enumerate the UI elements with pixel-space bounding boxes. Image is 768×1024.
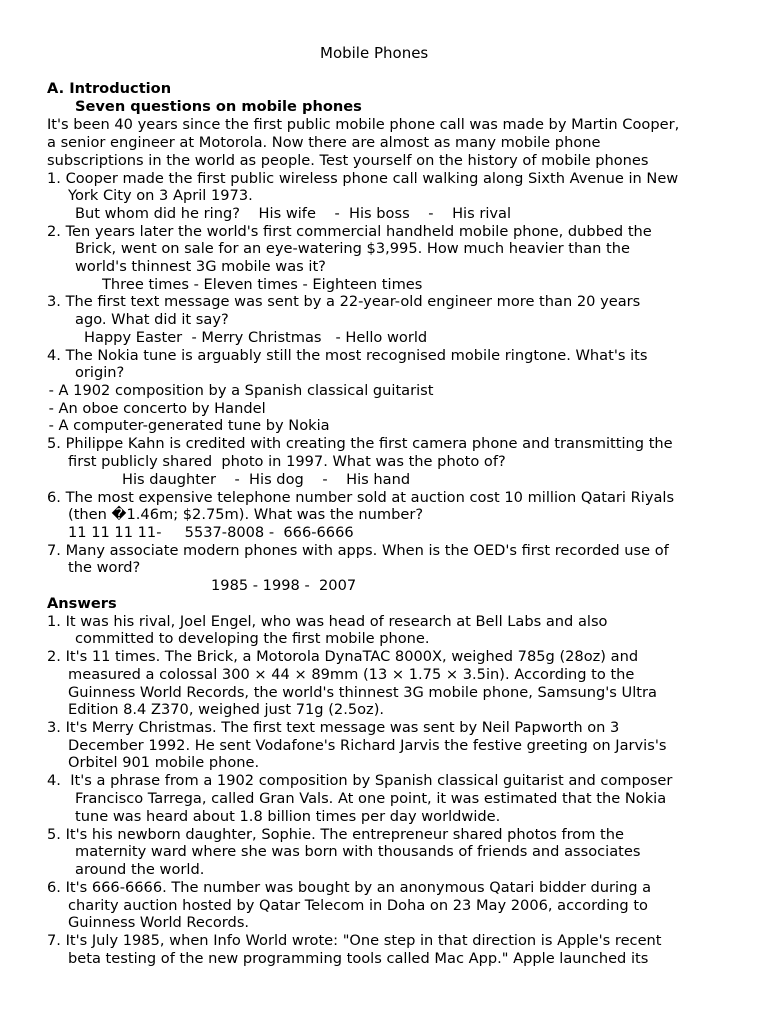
answer-line: charity auction hosted by Qatar Telecom in Doha on 23 May 2006, according to [68,897,648,914]
answer-line: 5. It's his newborn daughter, Sophie. The entrepreneur shared photos from the [47,826,625,843]
intro-paragraph-line: a senior engineer at Motorola. Now there are almost as many mobile phone [47,134,601,151]
question-line: ago. What did it say? [75,311,229,328]
question-line: the word? [68,559,141,576]
answer-line: 3. It's Merry Christmas. The first text message was sent by Neil Papworth on 3 [47,719,620,736]
question-line: 6. The most expensive telephone number sold at auction cost 10 million Qatari Riyals [47,489,675,506]
answer-line: 7. It's July 1985, when Info World wrote: "One step in that direction is Apple's recent [47,932,662,949]
answer-line: Francisco Tarrega, called Gran Vals. At one point, it was estimated that the Nokia [75,790,667,807]
answers-heading: Answers [47,595,117,612]
answer-line: measured a colossal 300 × 44 × 89mm (13 × 1.75 × 3.5in). According to the [68,666,635,683]
question-options: 1985 - 1998 - 2007 [211,577,357,594]
answer-line: Guinness World Records, the world's thinnest 3G mobile phone, Samsung's Ultra [68,684,657,701]
question-line: 7. Many associate modern phones with apps. When is the OED's first recorded use of [47,542,669,559]
answer-line: December 1992. He sent Vodafone's Richard Jarvis the festive greeting on Jarvis's [68,737,667,754]
question-options: But whom did he ring? His wife - His boss - His rival [75,205,512,222]
page-title: Mobile Phones [320,44,429,62]
question-option-item: - A 1902 composition by a Spanish classical guitarist [44,382,434,399]
question-options: Three times - Eleven times - Eighteen times [102,276,423,293]
intro-heading: A. Introduction [47,80,172,97]
question-option-item: - A computer-generated tune by Nokia [44,417,330,434]
answer-line: Edition 8.4 Z370, weighed just 71g (2.5oz). [68,701,385,718]
question-options: His daughter - His dog - His hand [122,471,411,488]
question-line: first publicly shared photo in 1997. What was the photo of? [68,453,506,470]
question-line: Brick, went on sale for an eye-watering $3,995. How much heavier than the [75,240,630,257]
question-line: 3. The first text message was sent by a 22-year-old engineer more than 20 years [47,293,641,310]
question-line: 1. Cooper made the first public wireless phone call walking along Sixth Avenue in New [47,170,679,187]
question-options: Happy Easter - Merry Christmas - Hello world [84,329,428,346]
answer-line: 2. It's 11 times. The Brick, a Motorola DynaTAC 8000X, weighed 785g (28oz) and [47,648,639,665]
intro-paragraph-line: It's been 40 years since the first public mobile phone call was made by Martin Cooper, [47,116,680,133]
intro-subheading: Seven questions on mobile phones [75,98,362,115]
question-option-item: - An oboe concerto by Handel [44,400,266,417]
intro-paragraph-line: subscriptions in the world as people. Test yourself on the history of mobile phones [47,152,649,169]
answer-line: Guinness World Records. [68,914,250,931]
question-line: 4. The Nokia tune is arguably still the most recognised mobile ringtone. What's its [47,347,648,364]
question-line: world's thinnest 3G mobile was it? [75,258,326,275]
question-line: 2. Ten years later the world's first commercial handheld mobile phone, dubbed the [47,223,652,240]
answer-line: 1. It was his rival, Joel Engel, who was head of research at Bell Labs and also [47,613,608,630]
answer-line: tune was heard about 1.8 billion times per day worldwide. [75,808,501,825]
answer-line: 4. It's a phrase from a 1902 composition by Spanish classical guitarist and composer [47,772,673,789]
answer-line: Orbitel 901 mobile phone. [68,754,260,771]
answer-line: maternity ward where she was born with thousands of friends and associates [75,843,641,860]
question-line: 5. Philippe Kahn is credited with creating the first camera phone and transmitting the [47,435,673,452]
answer-line: committed to developing the first mobile phone. [75,630,430,647]
answer-line: beta testing of the new programming tools called Mac App." Apple launched its [68,950,649,967]
question-line: York City on 3 April 1973. [68,187,253,204]
question-line: origin? [75,364,125,381]
question-line: (then �1.46m; $2.75m). What was the number? [68,506,424,523]
answer-line: 6. It's 666-6666. The number was bought by an anonymous Qatari bidder during a [47,879,652,896]
question-options: 11 11 11 11- 5537-8008 - 666-6666 [68,524,354,541]
answer-line: around the world. [75,861,205,878]
